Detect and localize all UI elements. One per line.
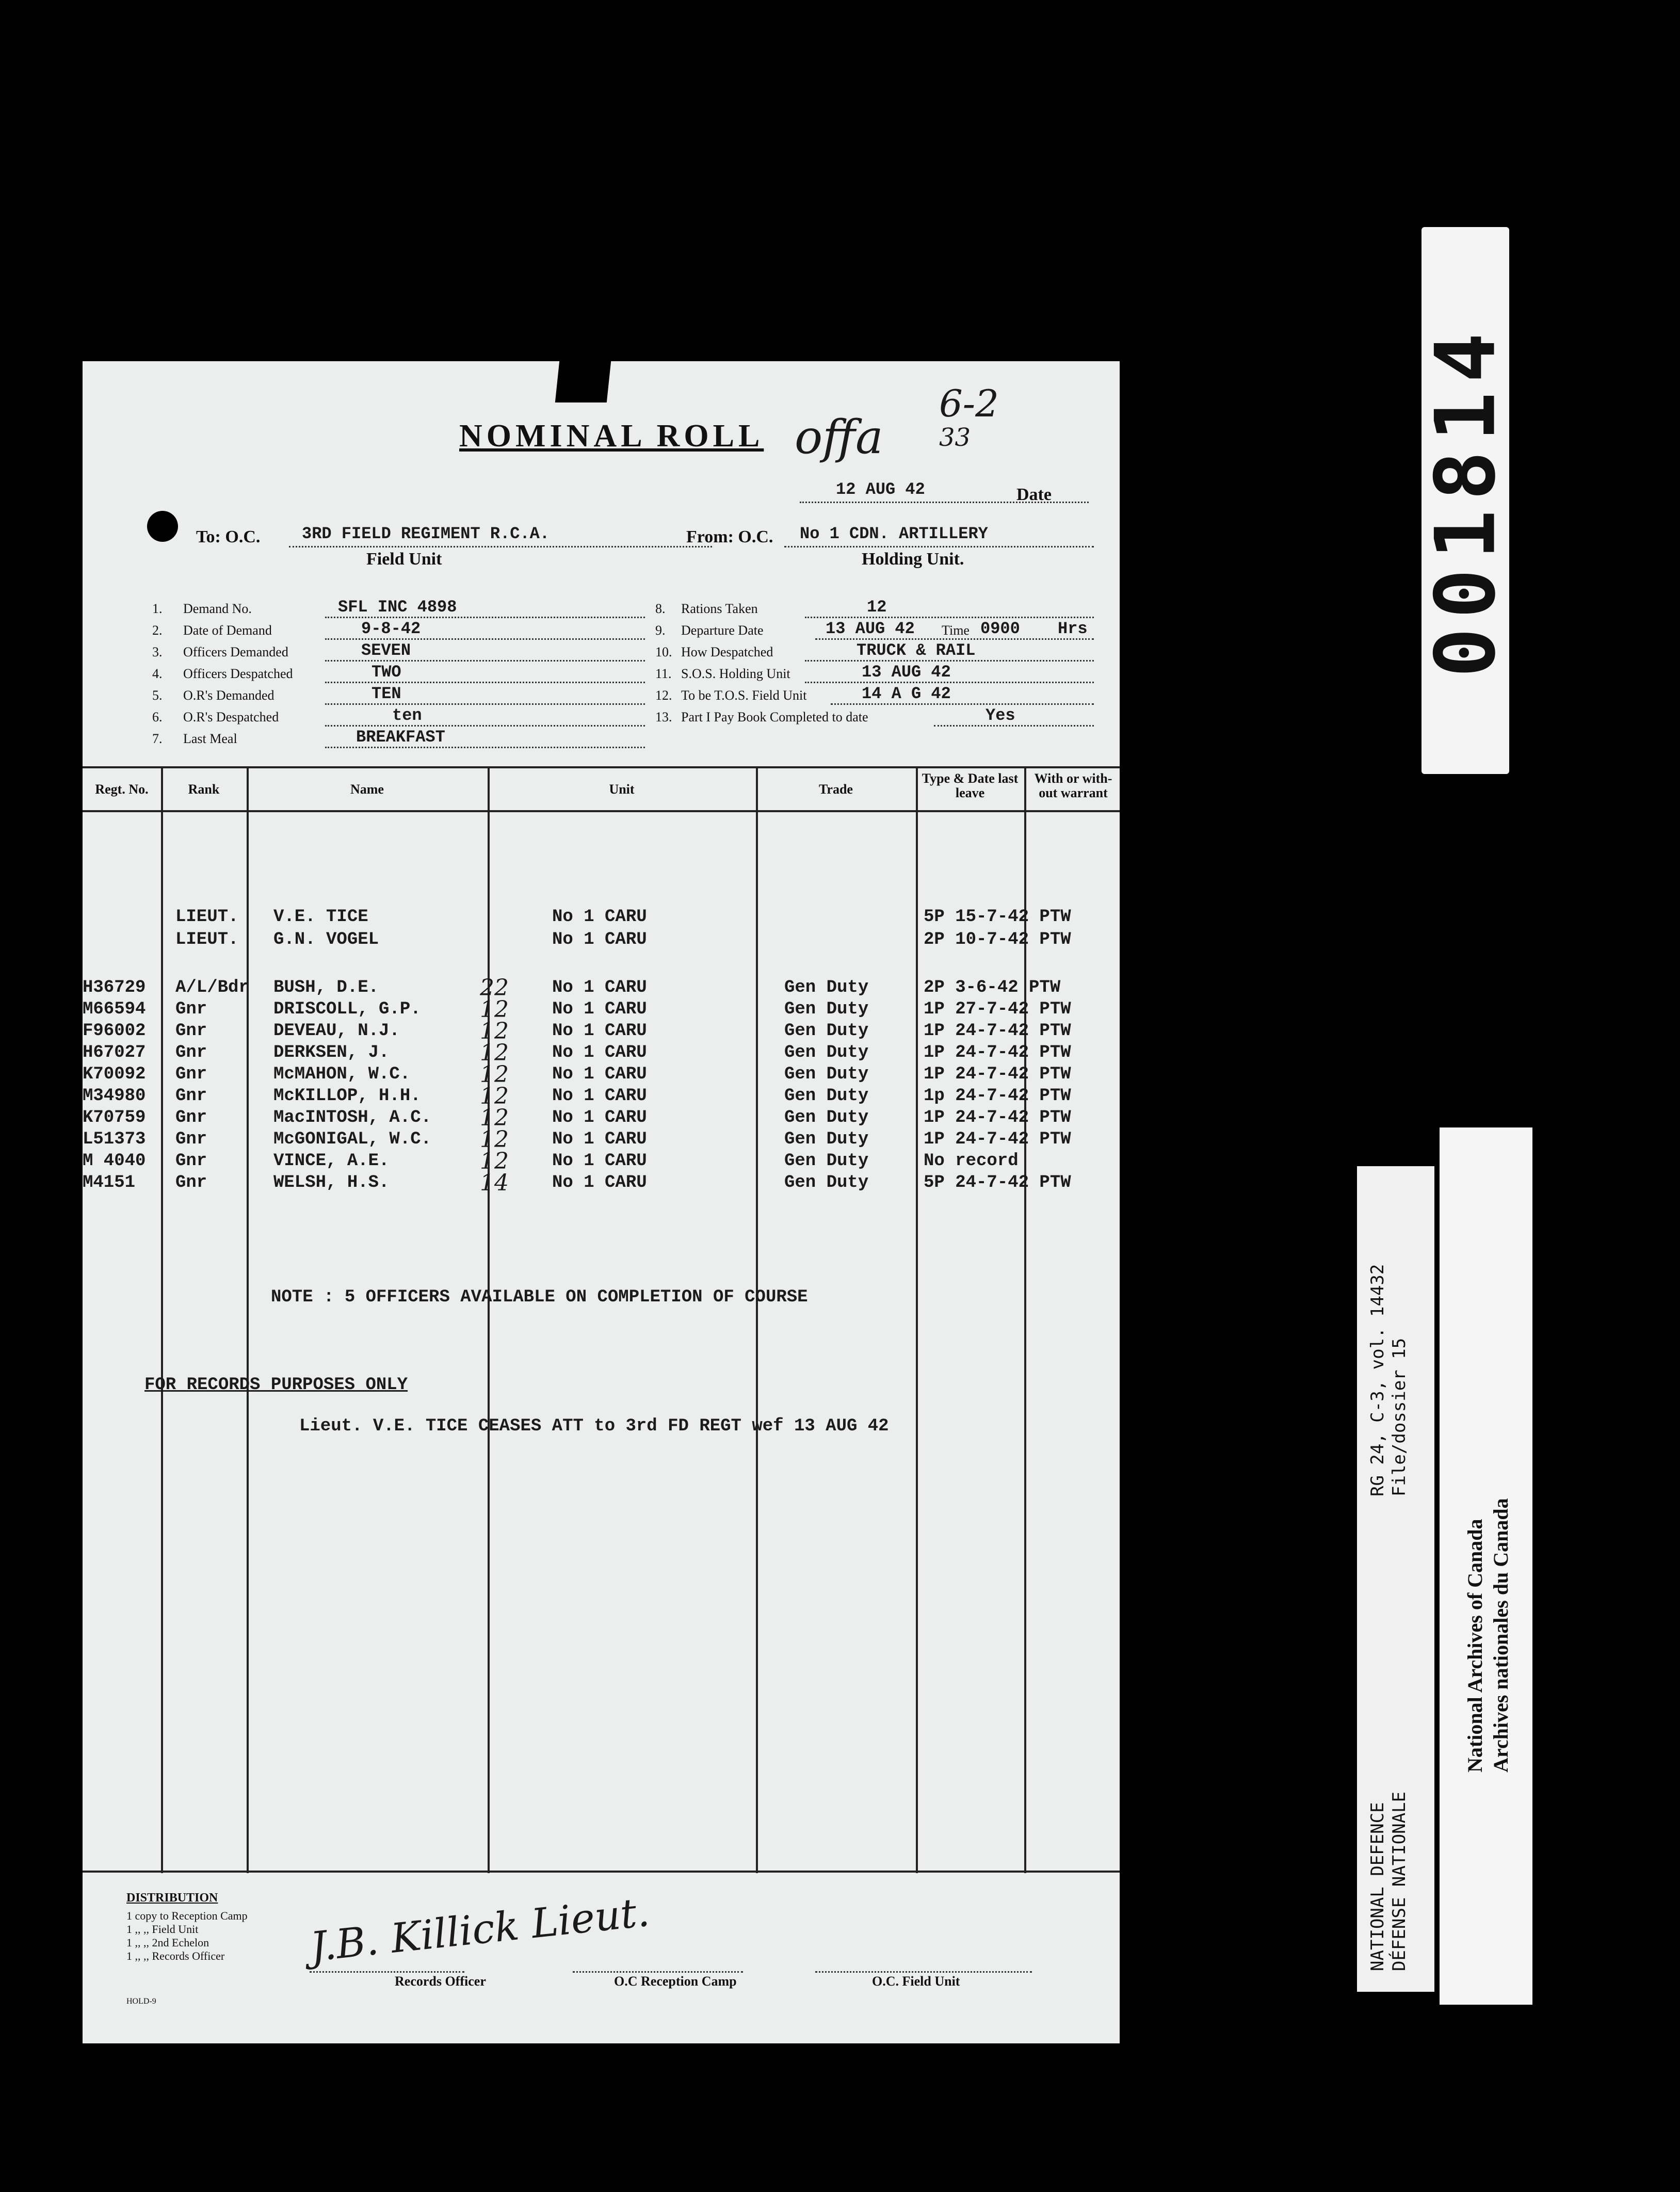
archive-reference-card bbox=[1357, 1166, 1434, 1992]
cell-name: McGONIGAL, W.C. bbox=[273, 1130, 432, 1149]
cell-leave: No record bbox=[924, 1151, 1019, 1171]
page-title: NOMINAL ROLL bbox=[459, 418, 764, 454]
cell-trade: Gen Duty bbox=[784, 1151, 869, 1171]
cell-trade: Gen Duty bbox=[784, 1086, 869, 1106]
cell-leave: 1P 24-7-42 PTW bbox=[924, 1065, 1071, 1084]
cell-unit: No 1 CARU bbox=[552, 1021, 647, 1041]
field-label: To be T.O.S. Field Unit bbox=[681, 688, 807, 703]
dept-english: NATIONAL DEFENCE bbox=[1367, 1802, 1388, 1971]
cell-regt-no: M4151 bbox=[83, 1173, 136, 1192]
cell-unit: No 1 CARU bbox=[552, 1108, 647, 1127]
cell-trade: Gen Duty bbox=[784, 1173, 869, 1192]
cell-handwritten-mark: 12 bbox=[480, 1018, 509, 1044]
field-value: 9-8-42 bbox=[361, 619, 421, 638]
cell-leave: 1P 24-7-42 PTW bbox=[924, 1021, 1071, 1041]
cell-unit: No 1 CARU bbox=[552, 1043, 647, 1062]
cell-trade: Gen Duty bbox=[784, 1043, 869, 1062]
from-label: From: O.C. bbox=[686, 527, 773, 546]
field-label: Officers Despatched bbox=[183, 666, 293, 681]
handwritten-annotation: offa bbox=[795, 410, 883, 464]
cell-name: McMAHON, W.C. bbox=[273, 1065, 411, 1084]
archive-ref: RG 24, C-3, vol. 14432 bbox=[1367, 1264, 1388, 1496]
cell-rank: A/L/Bdr bbox=[175, 978, 249, 997]
from-value: No 1 CDN. ARTILLERY bbox=[800, 524, 988, 543]
cell-regt-no: H67027 bbox=[83, 1043, 146, 1062]
cell-rank: Gnr bbox=[175, 1108, 207, 1127]
cell-leave: 5P 24-7-42 PTW bbox=[924, 1173, 1071, 1192]
note-line: NOTE : 5 OFFICERS AVAILABLE ON COMPLETION OF COURSE bbox=[271, 1287, 808, 1307]
cell-leave: 2P 3-6-42 PTW bbox=[924, 978, 1061, 997]
cell-name: DERKSEN, J. bbox=[273, 1043, 390, 1062]
cell-unit: No 1 CARU bbox=[552, 978, 647, 997]
signature: J.B. Killick Lieut. bbox=[308, 1889, 652, 1971]
archive-file: File/dossier 15 bbox=[1389, 1337, 1410, 1496]
time-label: Time bbox=[942, 623, 970, 638]
col-header-unit: Unit bbox=[609, 782, 635, 797]
cell-handwritten-mark: 14 bbox=[480, 1170, 509, 1196]
cell-handwritten-mark: 12 bbox=[480, 1105, 509, 1131]
cell-regt-no: M 4040 bbox=[83, 1151, 146, 1171]
cell-regt-no: K70759 bbox=[83, 1108, 146, 1127]
cell-regt-no: M66594 bbox=[83, 1000, 146, 1019]
field-label: Departure Date bbox=[681, 623, 764, 638]
cell-handwritten-mark: 22 bbox=[480, 975, 509, 1001]
cell-rank: Gnr bbox=[175, 1130, 207, 1149]
field-label: Last Meal bbox=[183, 731, 237, 746]
cell-rank: Gnr bbox=[175, 1000, 207, 1019]
field-value: BREAKFAST bbox=[356, 728, 445, 747]
to-label: To: O.C. bbox=[196, 527, 261, 546]
cell-trade: Gen Duty bbox=[784, 1130, 869, 1149]
nominal-roll-document: NOMINAL ROLL offa 6-2 33 12 AUG 42 Date To: O.C. 3RD FIELD REGIMENT R.C.A. Field Unit From: O.C. No 1 CDN. ARTILLERY Holding Unit. 1. Demand No. SFL INC 4898 2. Date of Demand 9-8-42 3. Officers Demanded SEVEN 4. Officers Despatched TWO 5. O.R's Demanded TEN 6. O.R's Despatched ten 7. Last Meal BREAKFAST 8. Rations Taken 12 9. Departure Date 13 AUG 42 Time 0900 Hrs 10. How Despatched TRUCK & RAIL 11. S.O.S. Holding Unit 13 AUG 42 12. To be T.O.S. Field Unit 14 A G 42 13. Part I Pay Book Completed to date Yes Regt. No. Rank Name Unit Trade Type & Date last leave With or with-out warrant LIEUT. V.E. TICE No 1 CARU 5P 15-7-42 PTW LIEUT. G.N. VOGEL No 1 CARU 2P 10-7-42 PTW H36729 A/L/Bdr BUSH, D.E. 22 No 1 CARU Gen Duty 2P 3-6-42 PTW M66594 Gnr DRISCOLL, G.P. 12 No 1 CARU Gen Duty 1P 27-7-42 PTW F96002 Gnr DEVEAU, N.J. 12 No 1 CARU Gen Duty 1P 24-7-42 PTW H67027 Gnr DERKSEN, J. 12 No 1 CARU Gen Duty 1P 24-7-42 PTW K70092 Gnr McMAHON, W.C. 12 No 1 CARU Gen Duty 1P 24-7-42 PTW M34980 Gnr McKILLOP, H.H. 12 No 1 CARU Gen Duty 1p 24-7-42 PTW K70759 Gnr MacINTOSH, A.C. 12 No 1 CARU Gen Duty 1P 24-7-42 PTW L51373 Gnr McGONIGAL, W.C. 12 No 1 CARU Gen Duty 1P 24-7-42 PTW M 4040 Gnr VINCE, A.E. 12 No 1 CARU Gen Duty No record M4151 Gnr WELSH, H.S. 14 No 1 CARU Gen Duty 5P 24-7-42 PTW NOTE : 5 OFFICERS AVAILABLE ON COMPLETION OF COURSE FOR RECORDS PURPOSES ONLY Lieut. V.E. TICE CEASES ATT to 3rd FD REGT wef 13 AUG 42 DISTRIBUTION 1 copy to Reception Camp 1 ,, ,, Field Unit 1 ,, ,, 2nd Echelon 1 ,, ,, Records Officer J.B. Killick Lieut. Records Officer O.C Reception Camp O.C. Field Unit HOLD-9 bbox=[83, 361, 1120, 2043]
cell-rank: Gnr bbox=[175, 1151, 207, 1171]
cell-handwritten-mark: 12 bbox=[480, 1083, 509, 1109]
distribution-heading: DISTRIBUTION bbox=[126, 1891, 218, 1905]
cell-trade: Gen Duty bbox=[784, 978, 869, 997]
field-value: SEVEN bbox=[361, 641, 411, 660]
field-label: Rations Taken bbox=[681, 601, 758, 616]
cell-handwritten-mark: 12 bbox=[480, 996, 509, 1023]
cell-name: VINCE, A.E. bbox=[273, 1151, 390, 1171]
cell-regt-no: K70092 bbox=[83, 1065, 146, 1084]
field-label: Date of Demand bbox=[183, 623, 272, 638]
form-number: HOLD-9 bbox=[126, 1997, 156, 2006]
cell-unit: No 1 CARU bbox=[552, 1065, 647, 1084]
cell-regt-no: L51373 bbox=[83, 1130, 146, 1149]
cell-leave: 1p 24-7-42 PTW bbox=[924, 1086, 1071, 1106]
archives-french: Archives nationales du Canada bbox=[1489, 1498, 1512, 1772]
field-value: ten bbox=[392, 706, 422, 725]
cell-name: BUSH, D.E. bbox=[273, 978, 379, 997]
field-label: O.R's Despatched bbox=[183, 710, 279, 724]
dept-french: DÉFENSE NATIONALE bbox=[1389, 1792, 1410, 1971]
paper-notch bbox=[555, 361, 611, 402]
field-value: TWO bbox=[371, 663, 401, 682]
field-label: Demand No. bbox=[183, 601, 252, 616]
cell-unit: No 1 CARU bbox=[552, 1086, 647, 1106]
cell-unit: No 1 CARU bbox=[552, 1130, 647, 1149]
cell-name: DEVEAU, N.J. bbox=[273, 1021, 400, 1041]
cell-trade: Gen Duty bbox=[784, 1021, 869, 1041]
field-label: O.R's Demanded bbox=[183, 688, 274, 703]
field-value: SFL INC 4898 bbox=[338, 598, 457, 617]
cell-name: DRISCOLL, G.P. bbox=[273, 1000, 421, 1019]
field-unit-sig-label: O.C. Field Unit bbox=[872, 1974, 960, 1989]
handwritten-reference-2: 33 bbox=[939, 423, 971, 452]
field-label: How Despatched bbox=[681, 644, 773, 659]
frame-number-stamp bbox=[1417, 227, 1514, 774]
cell-name: McKILLOP, H.H. bbox=[273, 1086, 421, 1106]
field-value: 13 AUG 42 bbox=[862, 663, 951, 682]
cell-leave: 1P 24-7-42 PTW bbox=[924, 1043, 1071, 1062]
col-header-warrant: With or with-out warrant bbox=[1034, 771, 1112, 800]
col-header-regt-no: Regt. No. bbox=[95, 782, 149, 797]
cell-regt-no: M34980 bbox=[83, 1086, 146, 1106]
field-value: 14 A G 42 bbox=[862, 684, 951, 703]
cell-rank: Gnr bbox=[175, 1086, 207, 1106]
date-value: 12 AUG 42 bbox=[836, 480, 925, 499]
col-header-type-date: Type & Date last leave bbox=[922, 771, 1019, 800]
date-label: Date bbox=[1016, 485, 1052, 504]
cell-unit: No 1 CARU bbox=[552, 1151, 647, 1171]
col-header-trade: Trade bbox=[819, 782, 853, 797]
cell-leave: 1P 24-7-42 PTW bbox=[924, 1108, 1071, 1127]
to-value: 3RD FIELD REGIMENT R.C.A. bbox=[302, 524, 550, 543]
archives-english: National Archives of Canada bbox=[1463, 1519, 1487, 1772]
col-header-name: Name bbox=[350, 782, 384, 797]
cell-regt-no: F96002 bbox=[83, 1021, 146, 1041]
cell-leave: 1P 27-7-42 PTW bbox=[924, 1000, 1071, 1019]
reception-camp-label: O.C Reception Camp bbox=[614, 1974, 737, 1989]
cell-handwritten-mark: 12 bbox=[480, 1061, 509, 1088]
field-value: Yes bbox=[986, 706, 1015, 725]
records-officer-label: Records Officer bbox=[395, 1974, 486, 1989]
archives-canada-card bbox=[1440, 1127, 1532, 2005]
col-header-rank: Rank bbox=[188, 782, 220, 797]
cell-regt-no: H36729 bbox=[83, 978, 146, 997]
cell-trade: Gen Duty bbox=[784, 1108, 869, 1127]
time-value: 0900 bbox=[980, 619, 1020, 638]
field-label: Officers Demanded bbox=[183, 644, 288, 659]
field-value: 12 bbox=[867, 598, 887, 617]
distribution-list: 1 copy to Reception Camp 1 ,, ,, Field Unit 1 ,, ,, 2nd Echelon 1 ,, ,, Records Officer bbox=[126, 1909, 248, 1962]
cell-rank: Gnr bbox=[175, 1173, 207, 1192]
cell-name: MacINTOSH, A.C. bbox=[273, 1108, 432, 1127]
cell-trade: Gen Duty bbox=[784, 1000, 869, 1019]
cell-trade: Gen Duty bbox=[784, 1065, 869, 1084]
records-line: Lieut. V.E. TICE CEASES ATT to 3rd FD REGT wef 13 AUG 42 bbox=[299, 1416, 889, 1436]
time-suffix: Hrs bbox=[1058, 619, 1088, 638]
cell-handwritten-mark: 12 bbox=[480, 1126, 509, 1153]
field-label: S.O.S. Holding Unit bbox=[681, 666, 790, 681]
holding-unit-label: Holding Unit. bbox=[862, 550, 964, 569]
cell-rank: Gnr bbox=[175, 1065, 207, 1084]
frame-number: 001814 bbox=[1417, 324, 1514, 678]
cell-handwritten-mark: 12 bbox=[480, 1148, 509, 1174]
field-value: 13 AUG 42 bbox=[826, 619, 915, 638]
cell-rank: Gnr bbox=[175, 1043, 207, 1062]
punch-hole bbox=[147, 511, 178, 542]
cell-unit: No 1 CARU bbox=[552, 1173, 647, 1192]
cell-handwritten-mark: 12 bbox=[480, 1040, 509, 1066]
field-unit-label: Field Unit bbox=[366, 550, 442, 569]
field-value: TEN bbox=[371, 684, 401, 703]
cell-leave: 1P 24-7-42 PTW bbox=[924, 1130, 1071, 1149]
records-heading: FOR RECORDS PURPOSES ONLY bbox=[144, 1375, 408, 1395]
handwritten-reference: 6-2 bbox=[939, 382, 999, 425]
cell-name: WELSH, H.S. bbox=[273, 1173, 390, 1192]
field-value: TRUCK & RAIL bbox=[857, 641, 976, 660]
cell-unit: No 1 CARU bbox=[552, 1000, 647, 1019]
field-label: Part I Pay Book Completed to date bbox=[681, 710, 868, 724]
cell-rank: Gnr bbox=[175, 1021, 207, 1041]
